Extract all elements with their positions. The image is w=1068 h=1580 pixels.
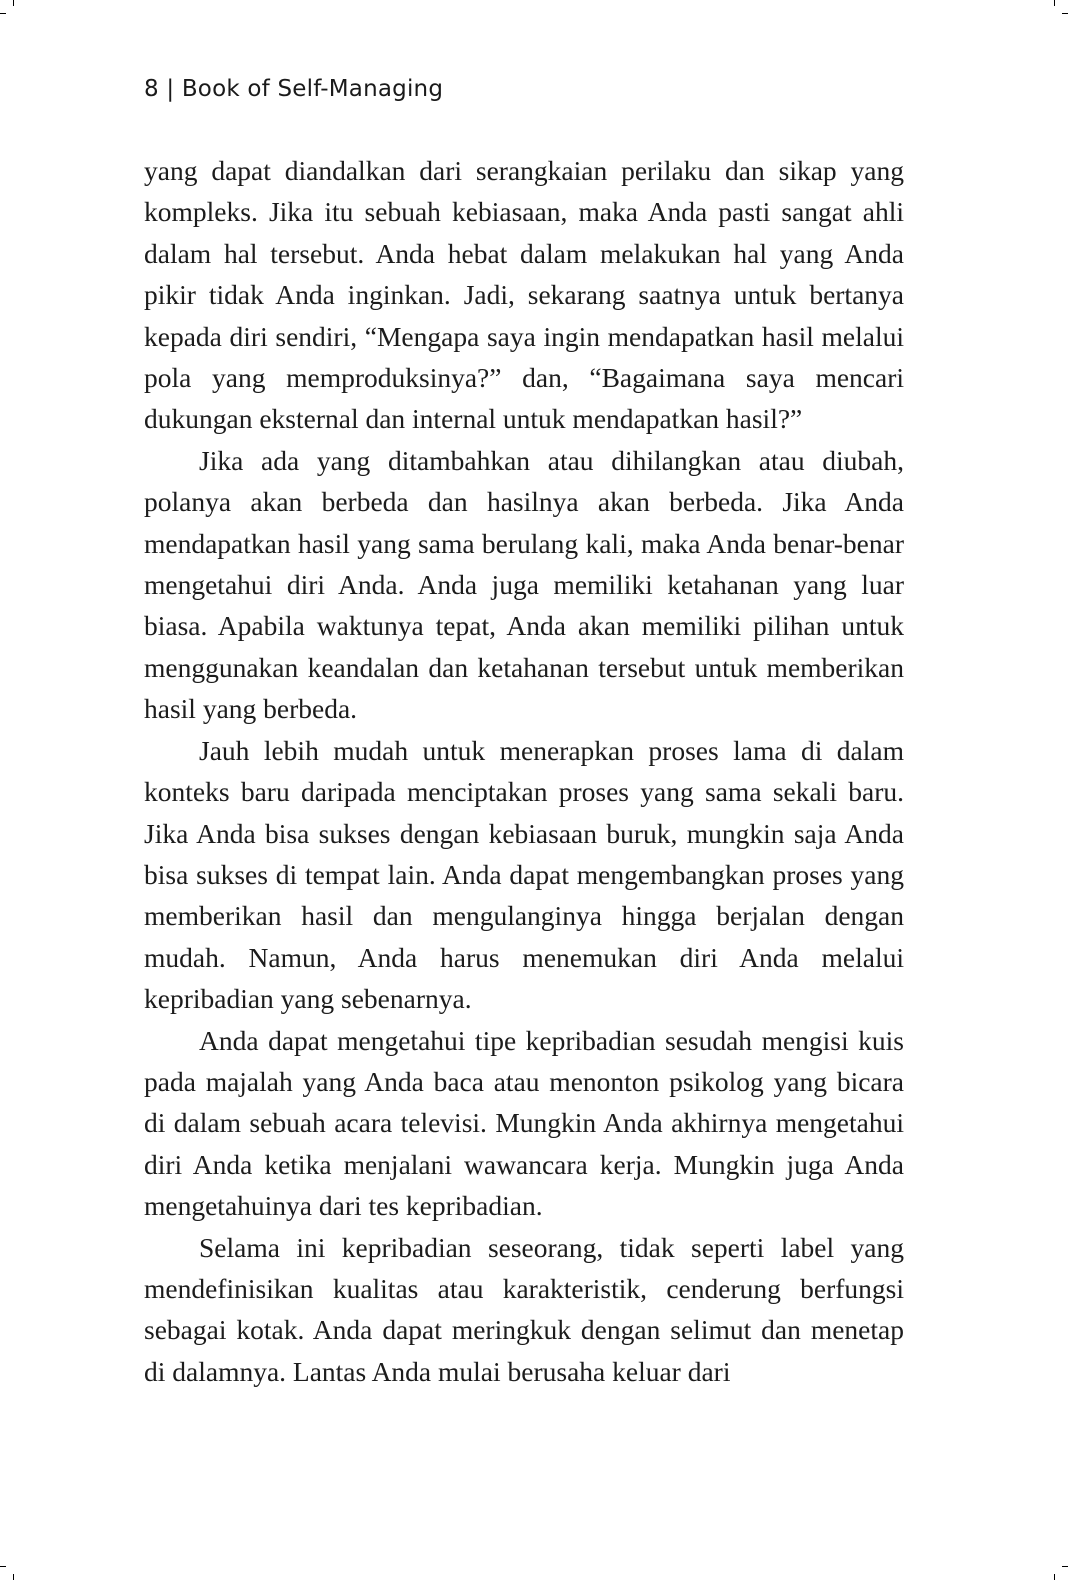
crop-mark-bottom-left-h: [0, 1566, 6, 1567]
paragraph: Jika ada yang ditambahkan atau dihilangkan atau diubah, polanya akan berbeda dan hasilnya akan berbeda. Jika Anda mendapatkan hasil yang sama berulang kali, maka Anda benar-benar mengetahui diri Anda. Anda juga memiliki ketahanan yang luar biasa. Apabila waktunya tepat, Anda akan memiliki pilihan untuk menggunakan keandalan dan ketahanan tersebut untuk memberikan hasil yang berbeda.: [144, 444, 904, 725]
crop-mark-bottom-right-h: [1062, 1566, 1068, 1567]
crop-mark-top-right-v: [1054, 0, 1055, 6]
paragraph: Jauh lebih mudah untuk menerapkan proses lama di dalam konteks baru daripada menciptakan proses yang sama sekali baru. Jika Anda bisa sukses dengan kebiasaan buruk, mungkin saja Anda bisa sukses di tempat lain. Anda dapat mengembangkan proses yang memberikan hasil dan mengulanginya hingga berjalan dengan mudah. Namun, Anda harus menemukan diri Anda melalui kepribadian yang sebenarnya.: [144, 734, 904, 1015]
paragraph-continued: yang dapat diandalkan dari serangkaian perilaku dan sikap yang kompleks. Jika itu sebuah kebiasaan, maka Anda pasti sangat ahli dalam hal tersebut. Anda hebat dalam melakukan hal yang Anda pikir tidak Anda inginkan. Jadi, sekarang saatnya untuk bertanya kepada diri sendiri, “Mengapa saya ingin mendapatkan hasil melalui pola yang memproduksinya?” dan, “Bagaimana saya mencari dukungan eksternal dan internal untuk mendapatkan hasil?”: [144, 155, 904, 435]
body-text: [144, 150, 904, 1392]
running-header: [144, 76, 443, 102]
crop-mark-top-left-v: [13, 0, 14, 6]
crop-mark-top-left-h: [0, 13, 6, 14]
book-title: Book of Self-Managing: [181, 76, 444, 102]
header-separator: |: [166, 76, 175, 102]
crop-mark-bottom-right-v: [1054, 1574, 1055, 1580]
paragraph: Anda dapat mengetahui tipe kepribadian sesudah mengisi kuis pada majalah yang Anda baca atau menonton psikolog yang bicara di dalam sebuah acara televisi. Mungkin Anda akhirnya mengetahui diri Anda ketika menjalani wawancara kerja. Mungkin juga Anda mengetahuinya dari tes kepribadian.: [144, 1024, 904, 1222]
paragraph: Selama ini kepribadian seseorang, tidak seperti label yang mendefinisikan kualitas atau karakteristik, cenderung berfungsi sebagai kotak. Anda dapat meringkuk dengan selimut dan menetap di dalamnya. Lantas Anda mulai berusaha keluar dari: [144, 1231, 904, 1387]
page-number: 8: [144, 76, 159, 102]
crop-mark-top-right-h: [1062, 13, 1068, 14]
crop-mark-bottom-left-v: [13, 1574, 14, 1580]
